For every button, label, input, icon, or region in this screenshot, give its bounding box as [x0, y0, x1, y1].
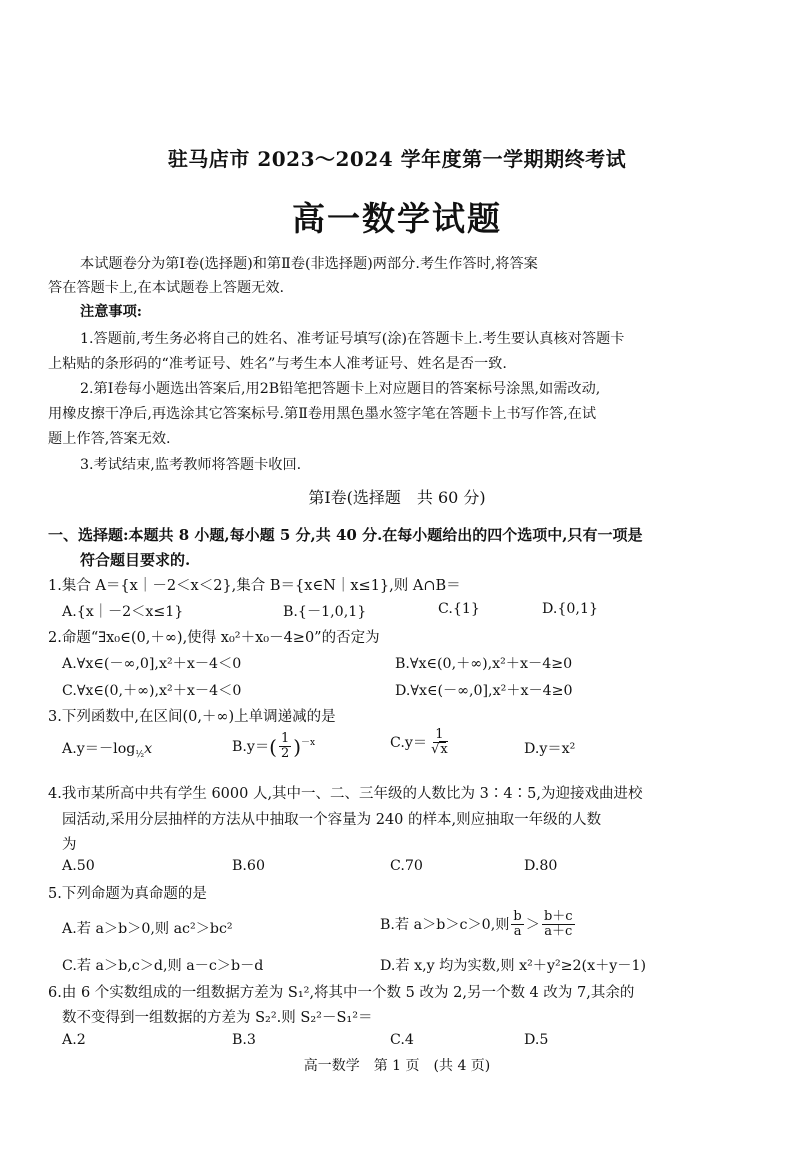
notice-1-line-1: 1.答题前,考生务必将自己的姓名、准考证号填写(涂)在答题卡上.考生要认真核对答题卡 [80, 331, 625, 347]
question-3-option-b-numerator: 1 [280, 731, 290, 746]
question-6-line-2: 数不变得到一组数据的方差为 S₂².则 S₂²－S₁²＝ [62, 1010, 373, 1026]
exam-title: 驻马店市 2023～2024 学年度第一学期期终考试 [167, 147, 627, 171]
question-5-option-b-label: B.若 a＞b＞c＞0,则 [380, 916, 510, 933]
subject-title: 高一数学试题 [292, 199, 502, 238]
notice-2-line-1: 2.第Ⅰ卷每小题选出答案后,用2B铅笔把答题卡上对应题目的答案标号涂黑,如需改动, [80, 381, 601, 397]
page-footer: 高一数学 第 1 页 (共 4 页) [303, 1058, 491, 1074]
question-5-option-c: C.若 a＞b,c＞d,则 a－c＞b－d [62, 958, 264, 974]
question-5-option-b-left-numerator: b [513, 909, 522, 924]
notice-1-line-2: 上粘贴的条形码的“准考证号、姓名”与考生本人准考证号、姓名是否一致. [48, 356, 507, 372]
question-3-option-a-var: x [144, 741, 153, 757]
question-2-option-b: B.∀x∈(0,＋∞),x²＋x－4≥0 [395, 656, 573, 672]
question-3-option-b-label: B.y＝ [232, 738, 270, 755]
question-5-option-b-left-fraction [511, 910, 523, 940]
question-6-option-d: D.5 [524, 1032, 549, 1048]
question-5-stem: 5.下列命题为真命题的是 [48, 886, 207, 902]
question-1-option-c: C.{1} [438, 601, 480, 617]
question-6-line-1: 6.由 6 个实数组成的一组数据方差为 S₁²,将其中一个数 5 改为 2,另一个数 4 改为 7,其余的 [48, 985, 635, 1001]
section-1-instruction-line-2: 符合题目要求的. [80, 551, 191, 569]
question-5-option-b-comparator: ＞ [525, 916, 540, 933]
section-1-instruction-line-1: 一、选择题:本题共 8 小题,每小题 5 分,共 40 分.在每小题给出的四个选项中,只有一项是 [48, 526, 643, 544]
question-5-option-b-left-denominator: a [513, 924, 522, 940]
question-4-option-b: B.60 [232, 858, 265, 874]
question-2-option-d: D.∀x∈(－∞,0],x²＋x－4≥0 [395, 683, 573, 699]
question-3-option-a [62, 738, 152, 760]
question-2-stem: 2.命题“∃x₀∈(0,＋∞),使得 x₀²＋x₀－4≥0”的否定为 [48, 630, 380, 646]
question-4-option-d: D.80 [524, 858, 558, 874]
question-3-option-c [390, 728, 452, 758]
question-3-option-d: D.y＝x² [524, 741, 576, 757]
question-3-option-c-label: C.y＝ [390, 734, 428, 751]
question-3-option-c-denominator: x [440, 742, 448, 758]
question-1-option-a: A.{x｜－2＜x≤1} [62, 604, 184, 620]
notice-2-line-2: 用橡皮擦干净后,再选涂其它答案标号.第Ⅱ卷用黑色墨水签字笔在答题卡上书写作答,在试 [48, 406, 597, 422]
question-3-option-b-exponent: －x [301, 738, 316, 749]
question-5-option-b [380, 910, 577, 940]
question-4-line-2: 园活动,采用分层抽样的方法从中抽取一个容量为 240 的样本,则应抽取一年级的人数 [62, 812, 602, 828]
question-4-option-a: A.50 [62, 858, 95, 874]
question-6-option-c: C.4 [390, 1032, 414, 1048]
question-4-line-3: 为 [62, 837, 77, 853]
question-1-stem: 1.集合 A＝{x｜－2＜x＜2},集合 B＝{x∈N｜x≤1},则 A∩B＝ [48, 578, 461, 594]
notice-2-line-3: 题上作答,答案无效. [48, 431, 171, 447]
question-1-option-b: B.{－1,0,1} [283, 604, 367, 620]
question-3-stem: 3.下列函数中,在区间(0,＋∞)上单调递减的是 [48, 709, 336, 725]
question-3-option-a-label: A. [62, 741, 77, 757]
question-3-option-b-fraction [279, 732, 291, 762]
question-6-option-b: B.3 [232, 1032, 256, 1048]
notice-title: 注意事项: [80, 304, 142, 320]
question-3-option-b: B.y＝( $\frac{1}{2}$ )$^{-x}$ [232, 731, 316, 762]
intro-line-1: 本试题卷分为第Ⅰ卷(选择题)和第Ⅱ卷(非选择题)两部分.考生作答时,将答案 [80, 256, 538, 272]
question-5-option-b-right-denominator: a＋c [544, 924, 573, 940]
question-5-option-b-right-fraction [542, 910, 575, 940]
question-2-option-c: C.∀x∈(0,＋∞),x²＋x－4＜0 [62, 683, 242, 699]
question-5-option-d: D.若 x,y 均为实数,则 x²＋y²≥2(x＋y－1) [380, 958, 647, 974]
question-3-option-a-lhs: y＝－log [76, 741, 136, 757]
notice-3: 3.考试结束,监考教师将答题卡收回. [80, 457, 302, 473]
question-3-option-c-fraction: $\frac{1}{√x}$ [431, 727, 448, 758]
question-5-option-b-right-numerator: b＋c [543, 909, 573, 924]
question-3-option-a-base: ½ [135, 749, 145, 760]
question-3-option-c-numerator: 1 [435, 727, 444, 742]
question-5-option-a: A.若 a＞b＞0,则 ac²＞bc² [62, 921, 233, 937]
question-4-line-1: 4.我市某所高中共有学生 6000 人,其中一、二、三年级的人数比为 3∶4∶5,为迎接戏曲进校 [48, 786, 643, 802]
intro-line-2: 答在答题卡上,在本试题卷上答题无效. [48, 280, 285, 296]
question-3-option-b-denominator: 2 [280, 746, 290, 762]
question-2-option-a: A.∀x∈(－∞,0],x²＋x－4＜0 [62, 656, 242, 672]
section-1-heading: 第Ⅰ卷(选择题 共 60 分) [308, 488, 486, 507]
question-4-option-c: C.70 [390, 858, 423, 874]
question-1-option-d: D.{0,1} [542, 601, 598, 617]
question-6-option-a: A.2 [62, 1032, 86, 1048]
